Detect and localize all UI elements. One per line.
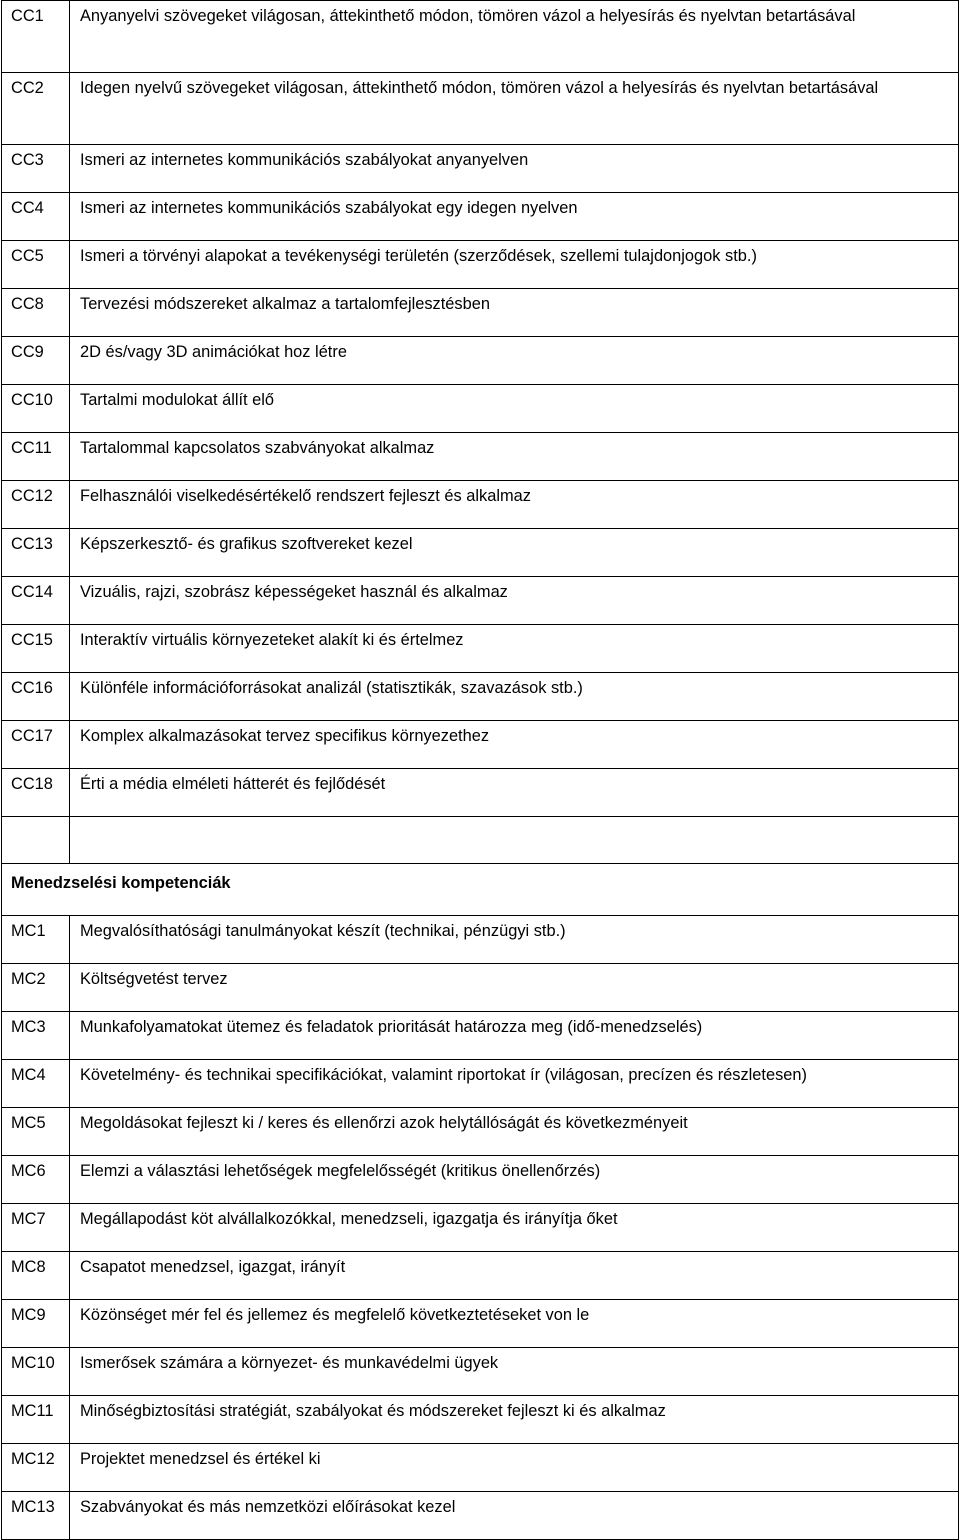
competency-description: Anyanyelvi szövegeket világosan, áttekinthető módon, tömören vázol a helyesírás és nyelvtan betartásával [70, 1, 959, 73]
competency-code: MC7 [2, 1204, 70, 1252]
competency-description: Komplex alkalmazásokat tervez specifikus környezethez [70, 721, 959, 769]
competency-description: Interaktív virtuális környezeteket alakít ki és értelmez [70, 625, 959, 673]
competency-code: CC13 [2, 529, 70, 577]
table-row [2, 241, 959, 289]
competency-code: MC1 [2, 916, 70, 964]
competency-description: Ismeri a törvényi alapokat a tevékenységi területén (szerződések, szellemi tulajdonjogok stb.) [70, 241, 959, 289]
table-row [2, 193, 959, 241]
table-row [2, 1, 959, 73]
table-row [2, 769, 959, 817]
competency-code: CC8 [2, 289, 70, 337]
table-row [2, 1060, 959, 1108]
table-row [2, 1444, 959, 1492]
competency-code: MC8 [2, 1252, 70, 1300]
competency-code: CC11 [2, 433, 70, 481]
competency-code: CC2 [2, 73, 70, 145]
table-row [2, 1492, 959, 1540]
competency-code: CC12 [2, 481, 70, 529]
table-row [2, 1108, 959, 1156]
competency-code: CC4 [2, 193, 70, 241]
section-header-row [2, 864, 959, 916]
competency-description: Tervezési módszereket alkalmaz a tartalomfejlesztésben [70, 289, 959, 337]
competency-description: Csapatot menedzsel, igazgat, irányít [70, 1252, 959, 1300]
table-row [2, 1300, 959, 1348]
table-row [2, 1204, 959, 1252]
table-row [2, 1252, 959, 1300]
empty-row [2, 817, 959, 864]
competency-code: MC11 [2, 1396, 70, 1444]
competency-code: MC4 [2, 1060, 70, 1108]
competency-description: Megvalósíthatósági tanulmányokat készít (technikai, pénzügyi stb.) [70, 916, 959, 964]
competency-description: Felhasználói viselkedésértékelő rendszert fejleszt és alkalmaz [70, 481, 959, 529]
table-row [2, 577, 959, 625]
table-row [2, 145, 959, 193]
competency-description: Tartalommal kapcsolatos szabványokat alkalmaz [70, 433, 959, 481]
competency-code: MC13 [2, 1492, 70, 1540]
table-row [2, 673, 959, 721]
table-row [2, 964, 959, 1012]
competency-description: Idegen nyelvű szövegeket világosan, áttekinthető módon, tömören vázol a helyesírás és nyelvtan betartásával [70, 73, 959, 145]
competency-description: Ismerősek számára a környezet- és munkavédelmi ügyek [70, 1348, 959, 1396]
competency-description: Követelmény- és technikai specifikációkat, valamint riportokat ír (világosan, precízen és részletesen) [70, 1060, 959, 1108]
table-row [2, 1012, 959, 1060]
competency-description: Projektet menedzsel és értékel ki [70, 1444, 959, 1492]
competency-description: Megállapodást köt alvállalkozókkal, menedzseli, igazgatja és irányítja őket [70, 1204, 959, 1252]
competency-description: Szabványokat és más nemzetközi előírásokat kezel [70, 1492, 959, 1540]
competency-code: CC9 [2, 337, 70, 385]
competency-code: MC5 [2, 1108, 70, 1156]
competency-description: Különféle információforrásokat analizál (statisztikák, szavazások stb.) [70, 673, 959, 721]
competency-code: MC12 [2, 1444, 70, 1492]
competency-code: CC18 [2, 769, 70, 817]
competency-table [1, 0, 959, 1540]
table-row [2, 433, 959, 481]
document-page [1, 0, 958, 1540]
table-row [2, 1348, 959, 1396]
competency-code: MC10 [2, 1348, 70, 1396]
competency-code: MC9 [2, 1300, 70, 1348]
table-row [2, 625, 959, 673]
competency-code: CC3 [2, 145, 70, 193]
table-row [2, 1156, 959, 1204]
competency-description: 2D és/vagy 3D animációkat hoz létre [70, 337, 959, 385]
competency-description: Közönséget mér fel és jellemez és megfelelő következtetéseket von le [70, 1300, 959, 1348]
table-row [2, 337, 959, 385]
competency-description: Vizuális, rajzi, szobrász képességeket használ és alkalmaz [70, 577, 959, 625]
competency-description: Tartalmi modulokat állít elő [70, 385, 959, 433]
table-row [2, 481, 959, 529]
empty-cell [2, 817, 70, 864]
table-row [2, 529, 959, 577]
competency-code: CC10 [2, 385, 70, 433]
table-row [2, 289, 959, 337]
table-row [2, 721, 959, 769]
competency-description: Érti a média elméleti hátterét és fejlődését [70, 769, 959, 817]
competency-code: CC16 [2, 673, 70, 721]
competency-description: Képszerkesztő- és grafikus szoftvereket kezel [70, 529, 959, 577]
competency-code: CC14 [2, 577, 70, 625]
table-row [2, 73, 959, 145]
competency-code: MC3 [2, 1012, 70, 1060]
competency-description: Ismeri az internetes kommunikációs szabályokat anyanyelven [70, 145, 959, 193]
section-title: Menedzselési kompetenciák [11, 874, 231, 892]
section-header-cell [2, 864, 959, 916]
competency-code: MC6 [2, 1156, 70, 1204]
competency-code: MC2 [2, 964, 70, 1012]
competency-description: Költségvetést tervez [70, 964, 959, 1012]
table-row [2, 916, 959, 964]
competency-description: Megoldásokat fejleszt ki / keres és ellenőrzi azok helytállóságát és következményeit [70, 1108, 959, 1156]
competency-code: CC1 [2, 1, 70, 73]
competency-code: CC5 [2, 241, 70, 289]
competency-description: Munkafolyamatokat ütemez és feladatok prioritását határozza meg (idő-menedzselés) [70, 1012, 959, 1060]
competency-code: CC17 [2, 721, 70, 769]
competency-description: Elemzi a választási lehetőségek megfelelősségét (kritikus önellenőrzés) [70, 1156, 959, 1204]
empty-cell [70, 817, 959, 864]
competency-code: CC15 [2, 625, 70, 673]
table-row [2, 385, 959, 433]
competency-description: Minőségbiztosítási stratégiát, szabályokat és módszereket fejleszt ki és alkalmaz [70, 1396, 959, 1444]
competency-description: Ismeri az internetes kommunikációs szabályokat egy idegen nyelven [70, 193, 959, 241]
